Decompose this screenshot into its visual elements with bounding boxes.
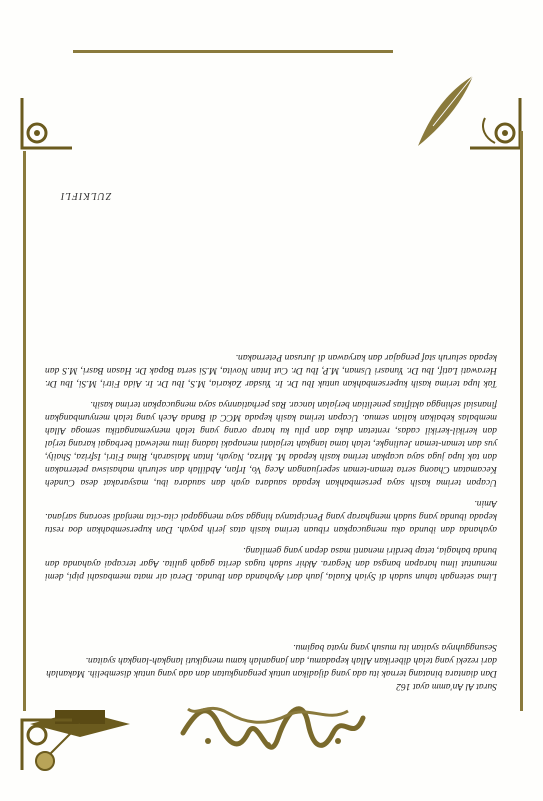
signature: ZULKIFLI: [60, 190, 112, 201]
dedication-text: [45, 343, 497, 583]
quill-icon: [413, 71, 483, 151]
frame-line-bottom: [73, 50, 393, 53]
quote-body: Dan diantara binatang ternak itu ada yang dijadikan untuk pengangkutan dan ada yang untuk disembelih. Makanlah dari rezeki yang telah diberikan Allah kepadamu, dan janganlah kamu mengikuti langkah-langkah syaitan. Sesungguhnya syaitan itu musuh yang nyata bagimu.: [46, 642, 497, 679]
paragraph: Ucapan terima kasih saya persembahkan kepada saudara ayah dan saudara ibu, masyarakat desa Cundeh Kecamatan Chaong serta teman-teman seperjuangan Aceg Vo, Irfan, Abdillah dan seluruh mahasiswa peternakan dan tak lupa juga saya ucapkan terima kasih kepada M. Mirza, Nayah, Intan Maisarah, Rima Fitri, Isfriza, Shaily, yus dan teman-teman Jeulingke, telah lama langkah terjalani menapaki ladang ilmu melewati berbagai karang terjal dan kerikil-kerikil cadas, rentetan duka dan pilu ku harap orang yang telah menyemangatiku semoga Allah membalas kebaikan kalian semua. Ucapan terima kasih kepada MCC di Banda Aceh yang telah menyumbangkan finansial sehingga aktifitas penelitian berjalan lancar. Ras perhatiannya saya mengucapkan terima kasih.: [45, 399, 497, 488]
quran-quote: [45, 641, 497, 693]
paragraph: Lima setengah tahun sudah di Syiah Kuala, jauh dari Ayahanda dan Ibunda. Derai air mata membasahi pipi, demi menuntut ilmu harapan bangsa dan Negara. Akhir sudah tugas derita gagah gulita. Agar tercapai ayahanda dan bunda bahagia, tetap berdiri menanti masa depan yang gemilang.: [45, 545, 497, 582]
paragraph: Tak lupa terima kasih kupersembahkan untuk Ibu Dr. Ir. Yusdar Zakaria, M.S, Ibu Dr. Ir. Aida Fitri, M.Si, Ibu Dr. Herawati Latif, Ibu Dr. Yunasri Usman, M.P, Ibu Dr. Cut Intan Novita, M.Si serta Bapak Dr. Hasan Basri, M.S dan kepada seluruh staf pengajar dan karyawan di Jurusan Peternakan.: [45, 352, 497, 389]
paragraph: ayahanda dan ibunda aku mengucapkan ribuan terima kasih atas jerih payah. Dan kupersembahkan doa restu kepada ibunda yang sudah mengharap yang Penciptanya hingga saya menggapai cita-cita menjadi seorang sarjana. Amin.: [45, 498, 497, 535]
frame-line-right: [23, 151, 26, 711]
quote-source: Surat Al An'amm ayat 162: [396, 681, 497, 692]
corner-ornament-icon: [17, 715, 77, 775]
frame-line-left: [520, 131, 523, 711]
basmala-calligraphy: [178, 703, 368, 753]
corner-ornament-icon: [17, 93, 77, 153]
